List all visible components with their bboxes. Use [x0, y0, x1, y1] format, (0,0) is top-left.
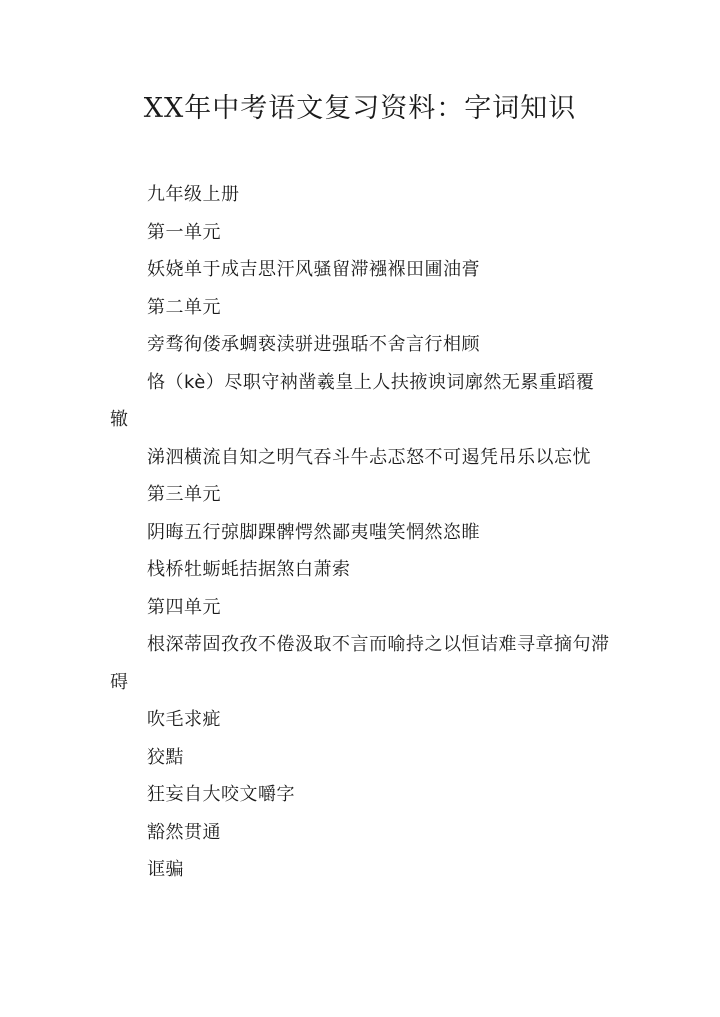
vocabulary-line: 狂妄自大咬文嚼字	[147, 784, 295, 805]
vocabulary-line: 栈桥牡蛎蚝拮据煞白萧索	[147, 559, 351, 580]
document-body	[110, 176, 610, 889]
unit-heading: 第四单元	[147, 596, 221, 618]
vocabulary-line: 吹毛求疵	[147, 709, 221, 730]
unit-heading: 第一单元	[147, 221, 221, 243]
unit-heading: 第二单元	[147, 296, 221, 318]
vocabulary-line: 恪（kè）尽职守衲凿羲皇上人扶掖谀词廓然无累重蹈覆辙	[110, 371, 595, 430]
grade-heading: 九年级上册	[147, 184, 240, 205]
unit-heading: 第三单元	[147, 484, 221, 505]
document-title: XX年中考语文复习资料：字词知识	[143, 93, 577, 124]
vocabulary-line: 涕泗横流自知之明气吞斗牛忐忑怒不可遏凭吊乐以忘忧	[147, 446, 591, 468]
vocabulary-line: 豁然贯通	[147, 821, 221, 843]
vocabulary-line: 阴晦五行弶脚踝髀愕然鄙夷嗤笑惘然恣睢	[147, 521, 480, 543]
vocabulary-line: 诓骗	[147, 859, 184, 880]
vocabulary-line: 根深蒂固孜孜不倦汲取不言而喻持之以恒诘难寻章摘句滞碍	[110, 634, 610, 693]
vocabulary-line: 狡黠	[147, 746, 184, 768]
vocabulary-line: 妖娆单于成吉思汗风骚留滞襁褓田圃油膏	[147, 259, 480, 280]
vocabulary-line: 旁骛徇偻承蜩亵渎骈进强聒不舍言行相顾	[147, 334, 480, 355]
